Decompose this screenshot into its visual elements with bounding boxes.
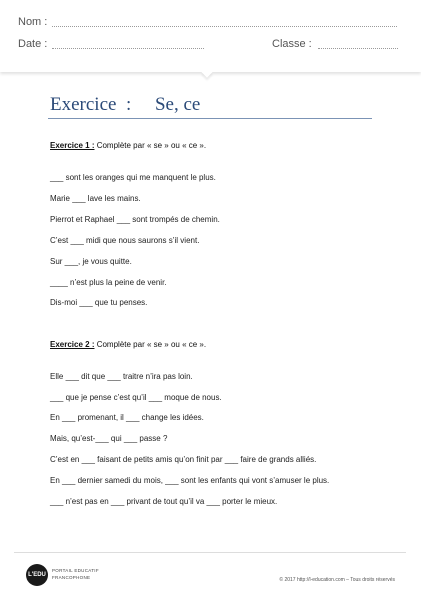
exercise-1-line: ___ sont les oranges qui me manquent le plus. — [50, 173, 216, 182]
exercise-2-line: C’est en ___ faisant de petits amis qu’on finit par ___ faire de grands alliés. — [50, 455, 317, 464]
footer-divider — [14, 552, 406, 553]
exercise-1-instruction: Complète par « se » ou « ce ». — [94, 141, 207, 150]
classe-field-line — [318, 48, 398, 49]
exercise-2-line: Elle ___ dit que ___ traitre n’ira pas loin. — [50, 372, 193, 381]
classe-label: Classe : — [272, 38, 312, 50]
exercise-1-line: Marie ___ lave les mains. — [50, 194, 141, 203]
name-date-header — [0, 0, 421, 72]
exercise-2-line: En ___ dernier samedi du mois, ___ sont les enfants qui vont s’amuser le plus. — [50, 476, 330, 485]
name-label: Nom : — [18, 16, 48, 28]
date-label: Date : — [18, 38, 48, 50]
brand-line-1: PORTAIL EDUCATIF — [52, 568, 99, 573]
name-field-line — [52, 26, 397, 27]
ledu-logo: L'EDU — [26, 564, 48, 586]
exercise-1-line: ____ n’est plus la peine de venir. — [50, 278, 167, 287]
exercise-1-line: Dis-moi ___ que tu penses. — [50, 298, 148, 307]
date-field-line — [52, 48, 204, 49]
exercise-2-instruction: Complète par « se » ou « ce ». — [94, 340, 207, 349]
brand-line-2: FRANCOPHONE — [52, 575, 91, 580]
exercise-1-label: Exercice 1 : — [50, 141, 95, 150]
exercise-2-line: Mais, qu’est-___ qui ___ passe ? — [50, 434, 168, 443]
exercise-2-line: En ___ promenant, il ___ change les idées. — [50, 413, 204, 422]
exercise-2-line: ___ n’est pas en ___ privant de tout qu’il va ___ porter le mieux. — [50, 497, 278, 506]
page-title: Exercice : Se, ce — [50, 94, 201, 115]
exercise-2-heading — [50, 340, 206, 349]
copyright-text: © 2017 http://l-education.com – Tous droits réservés — [279, 577, 395, 583]
title-underline — [48, 118, 372, 119]
exercise-1-heading — [50, 141, 206, 150]
exercise-2-label: Exercice 2 : — [50, 340, 95, 349]
exercise-1-line: Pierrot et Raphael ___ sont trompés de chemin. — [50, 215, 220, 224]
exercise-2-line: ___ que je pense c’est qu’il ___ moque de nous. — [50, 393, 222, 402]
exercise-1-line: C’est ___ midi que nous saurons s’il vient. — [50, 236, 200, 245]
exercise-1-line: Sur ___, je vous quitte. — [50, 257, 132, 266]
